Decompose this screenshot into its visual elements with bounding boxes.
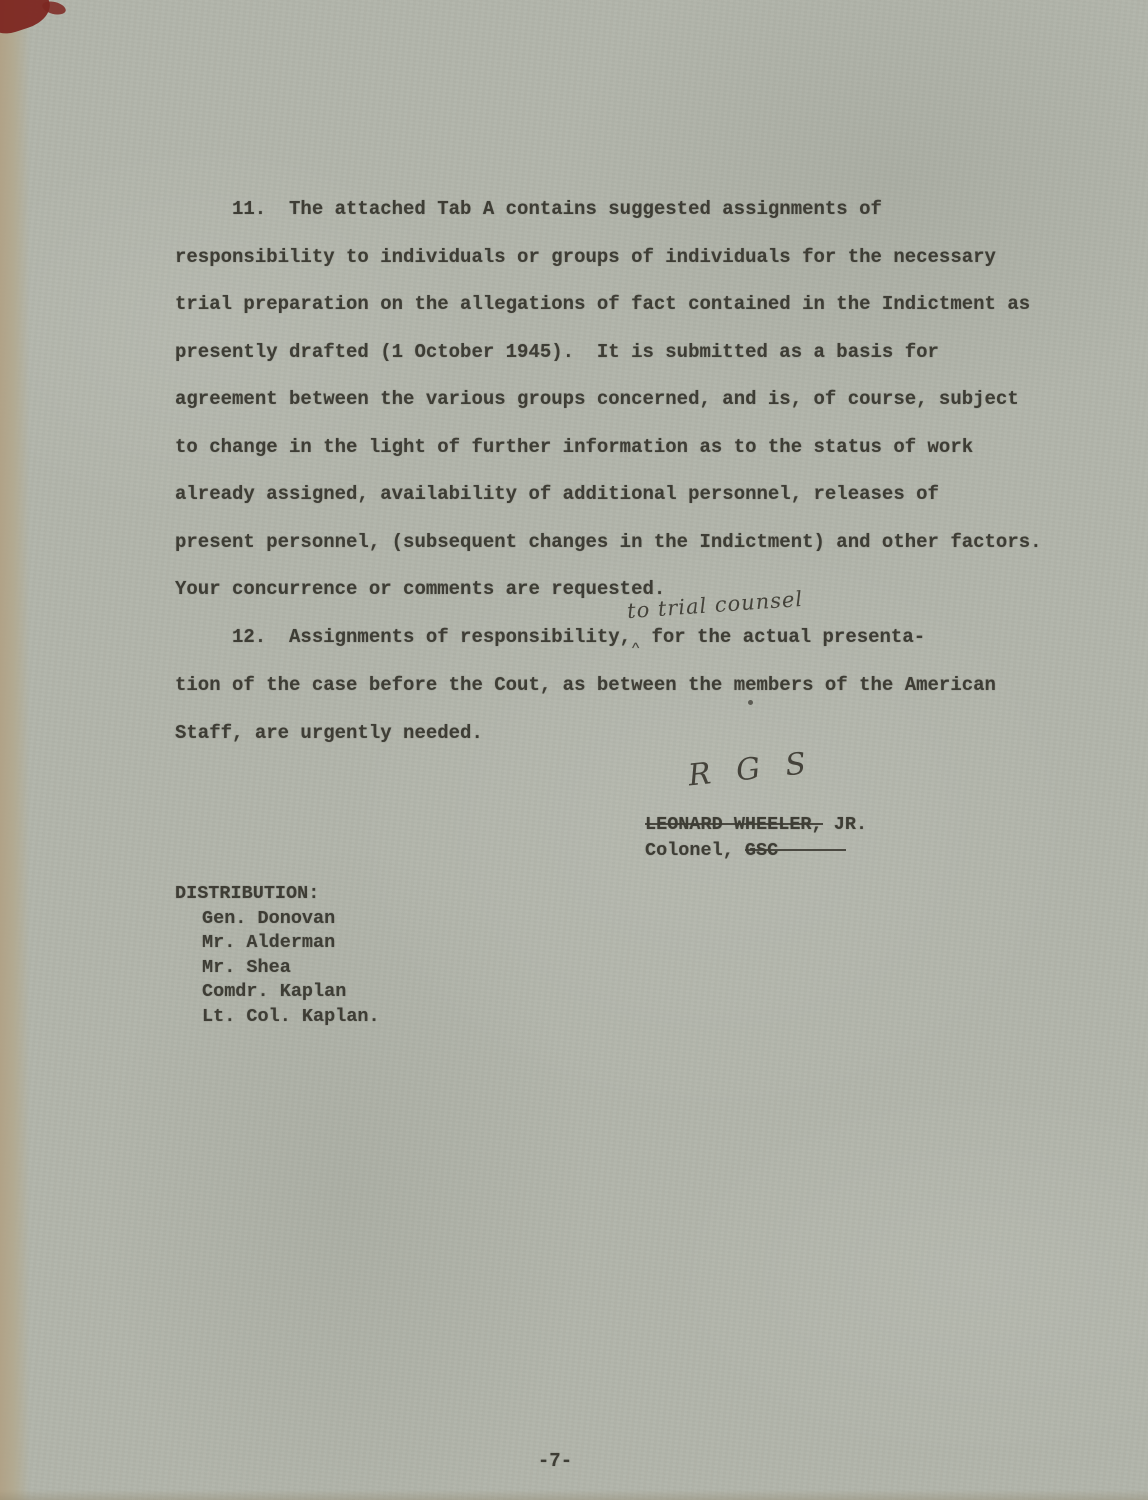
paragraph-11-line-4: presently drafted (1 October 1945). It is submitted as a basis for [175,340,939,363]
page-number: -7- [537,1450,573,1472]
paragraph-11-line-6: to change in the light of further information as to the status of work [175,435,974,458]
handwritten-insertion: to trial counsel [626,586,804,623]
signature-name-rest: JR. [822,814,868,835]
paragraph-11-line-5: agreement between the various groups concerned, and is, of course, subject [175,388,1019,410]
paragraph-11-line-1: 11. The attached Tab A contains suggested assignments of [232,198,882,220]
signature-title [645,838,867,864]
distribution-block [175,882,380,1029]
signature-name [645,812,867,838]
paragraph-12-text-post: for the actual presenta- [640,625,926,648]
signature-block [645,812,867,864]
distribution-item-5: Lt. Col. Kaplan. [202,1005,380,1027]
distribution-item-4: Comdr. Kaplan [202,981,347,1002]
distribution-heading: DISTRIBUTION: [175,883,320,904]
insertion-caret: ^ [631,640,641,654]
paragraph-12-line-2: tion of the case before the Cout, as between the members of the American [175,674,996,696]
distribution-item-2: Mr. Alderman [202,932,336,953]
paragraph-12-text-pre: 12. Assignments of responsibility, [232,625,632,648]
signature-title-pre: Colonel, [645,840,745,861]
page-edge-strip [0,0,30,1500]
signature-name-struck: LEONARD WHEELER, [645,814,823,835]
page-bottom-edge [0,1490,1148,1500]
distribution-item-3: Mr. Shea [202,956,291,978]
paragraph-11-line-2: responsibility to individuals or groups of individuals for the necessary [175,245,996,268]
handwritten-initials: R G S [686,745,816,794]
paragraph-11-line-8: present personnel, (subsequent changes in the Indictment) and other factors. [175,530,1042,553]
paragraph-11-line-7: already assigned, availability of additional personnel, releases of [175,483,939,505]
signature-title-struck: GSC [745,840,846,861]
distribution-item-1: Gen. Donovan [202,907,336,929]
paragraph-11-line-9: Your concurrence or comments are requested. [175,578,666,600]
paragraph-12-line-3: Staff, are urgently needed. [175,721,483,744]
paragraph-11-line-3: trial preparation on the allegations of fact contained in the Indictment as [175,293,1031,315]
document-body [175,186,1105,757]
